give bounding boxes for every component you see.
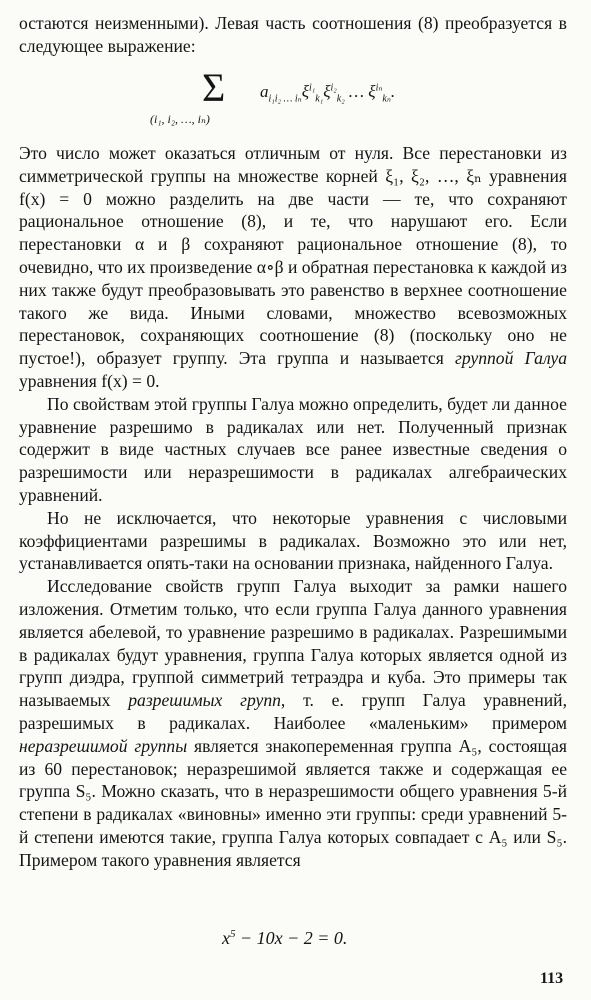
coef-sub: i₁i₂ … iₙ	[268, 93, 302, 105]
term-unsolvable-group: неразрешимой группы	[19, 735, 188, 756]
sum-term	[260, 82, 395, 104]
paragraph-2: По свойствам этой группы Галуа можно определить, будет ли данное уравнение разрешимо в радикалах или нет. Полученный признак содержит в виде частных случаев все ранее известные сведения о разрешимости или неразрешимости в радикалах алгебраических уравнений.	[19, 393, 567, 505]
paragraph-3: Но не исключается, что некоторые уравнения с числовыми коэффициентами разрешимы в радикалах. Возможно это или нет, устанавливается опять-таки на основании признака, найденного Галуа.	[19, 507, 567, 574]
sum-index: (i₁, i₂, …, iₙ)	[150, 112, 210, 126]
term-galois-group: группой Галуа	[454, 348, 567, 369]
formula-end: .	[390, 82, 396, 101]
text-block-main	[19, 142, 567, 872]
xi-2: ξ	[323, 82, 331, 101]
term-solvable-groups: разрешимых групп	[128, 690, 281, 711]
xi-n: ξ	[368, 82, 376, 101]
paragraph-1: Это число может оказаться отличным от нуля. Все перестановки из симметрической группы на множестве корней ξ₁, ξ₂, …, ξₙ уравнения f(x) = 0 можно разделить на две части — те, что сохраняют рациональное отношение (8), и те, что нарушают его. Если перестановки α и β сохраняют рациональное отношение (8), то очевидно, что их произведение α∘β и обратная перестановка к каждой из них также будут преобразовывать это равенство в верхнее соотношение такого же вида. Иными словами, множество всевозможных перестановок, сохраняющих соотношение (8) (поскольку оно не пустое!), образует группу. Эта группа и называется группой Галуа уравнения f(x) = 0.	[19, 143, 567, 391]
paragraph-4: Исследование свойств групп Галуа выходит за рамки нашего изложения. Отметим только, что если группа Галуа данного уравнения является абелевой, то уравнение разрешимо в радикалах. Разрешимыми в радикалах будут уравнения, группа Галуа которых является одной из групп диэдра, группой симметрий тетраэдра и куба. Это примеры так называемых разрешимых групп, т. е. групп Галуа уравнений, разрешимых в радикалах. Наиболее «маленьким» примером неразрешимой группы является знакопеременная группа A₅, состоящая из 60 перестановок; неразрешимой является также и содержащая ее группа S₅. Можно сказать, что в неразрешимости общего уравнения 5-й степени в радикалах «виновны» именно эти группы: среди уравнений 5-й степени имеются такие, группа Галуа которых совпадает с A₅ или S₅. Примером такого уравнения является	[19, 576, 567, 870]
xi-n-sup: iₙ	[375, 82, 383, 94]
xi-1-sub: k₁	[315, 93, 324, 105]
coef-a: a	[260, 82, 269, 101]
quintic-equation: $x^5 - 10x - 2 = 0$.	[222, 928, 348, 948]
dots: …	[344, 82, 369, 101]
sum-formula	[150, 64, 450, 132]
text-block-top	[19, 12, 567, 58]
paragraph-intro: остаются неизменными). Левая часть соотношения (8) преобразуется в следующее выражение:	[19, 13, 567, 56]
xi-n-sub: kₙ	[382, 93, 391, 105]
page-number: 113	[540, 970, 564, 987]
sigma-symbol: Σ	[202, 65, 226, 110]
xi-1-sup: i₁	[309, 82, 316, 94]
xi-2-sub: k₂	[336, 93, 345, 105]
xi-2-sup: i₂	[330, 82, 337, 94]
xi-1: ξ	[301, 82, 310, 101]
